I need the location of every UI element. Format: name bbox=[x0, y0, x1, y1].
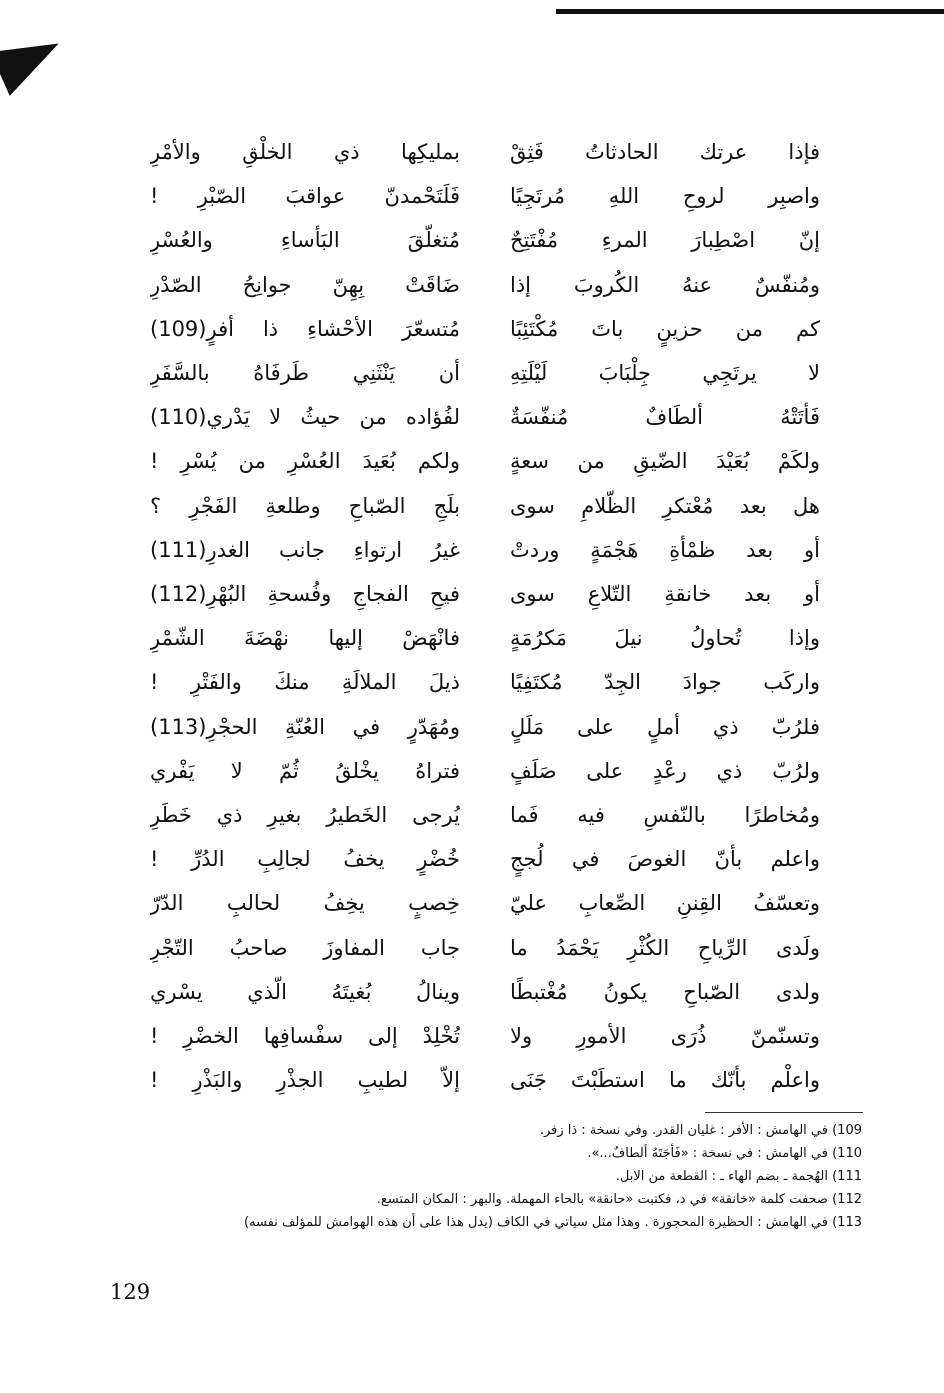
footnotes bbox=[120, 1119, 862, 1234]
verse-row bbox=[150, 749, 820, 793]
verse-row bbox=[150, 837, 820, 881]
verse-second-hemistich: بلَجِ الصّباحِ وطلعةِ الفَجْرِ ؟ bbox=[150, 493, 460, 518]
corner-mark bbox=[0, 25, 70, 96]
verse-second-hemistich: بمليكِها ذي الخلْقِ والأمْرِ bbox=[150, 140, 460, 164]
verse-row bbox=[150, 1014, 820, 1058]
verse-row bbox=[150, 616, 820, 660]
verse-first-hemistich: ومُنفّسٌ عنهُ الكُروبَ إذا bbox=[510, 272, 820, 297]
verse-row bbox=[150, 970, 820, 1014]
verse-second-hemistich: فيحِ الفجاجِ وفُسحةِ البُهْرِ(112) bbox=[150, 582, 460, 606]
top-rule bbox=[556, 9, 944, 14]
verse-row bbox=[150, 528, 820, 572]
verse-first-hemistich: لا يرتَجِي جِلْبَابَ لَيْلَتِهِ bbox=[510, 361, 820, 385]
verse-row bbox=[150, 1058, 820, 1102]
footnote-109: 109) في الهامش : الأفر : غليان القدر. وفي نسخة : ذا زفر. bbox=[539, 1123, 862, 1138]
verse-second-hemistich: مُتغلّقَ البَأساءِ والعُسْرِ bbox=[150, 228, 460, 253]
verse-first-hemistich: ولكَمْ بُعَيْدَ الضّيقِ من سعةٍ bbox=[510, 449, 820, 474]
verse-row bbox=[150, 130, 820, 174]
verse-second-hemistich: مُتسعّرَ الأحْشاءِ ذا أفرٍ(109) bbox=[150, 316, 460, 341]
verse-row bbox=[150, 660, 820, 704]
verse-row bbox=[150, 395, 820, 439]
verse-first-hemistich: وتسنّمنّ ذُرَى الأمورِ ولا bbox=[510, 1024, 820, 1048]
page-number: 129 bbox=[110, 1280, 151, 1304]
verse-first-hemistich: وتعسّفُ القِننِ الصِّعابِ عليّ bbox=[510, 891, 820, 916]
verse-row bbox=[150, 351, 820, 395]
verse-second-hemistich: جاب المفاوزَ صاحبُ التّجْرِ bbox=[150, 935, 460, 960]
verse-first-hemistich: ومُخاطرًا بالنّفسِ فيه فَما bbox=[510, 803, 820, 827]
verse-row bbox=[150, 218, 820, 262]
verse-second-hemistich: غيرُ ارتواءِ جانب الغدرِ(111) bbox=[150, 537, 460, 562]
footnote-111: 111) الهُجمة ـ بضم الهاء ـ : القطعة من الابل. bbox=[615, 1169, 862, 1184]
verse-second-hemistich: ولكم بُعَيدَ العُسْرِ من يُسْرِ ! bbox=[150, 449, 460, 474]
verse-first-hemistich: واعلْم بأنّك ما استطَبْتَ جَنَى bbox=[510, 1068, 820, 1093]
verse-row bbox=[150, 881, 820, 925]
verse-row bbox=[150, 484, 820, 528]
verse-first-hemistich: وإذا تُحاولُ نيلَ مَكرُمَةٍ bbox=[510, 626, 820, 651]
verse-first-hemistich: واصبِر لروحِ اللهِ مُرتَجِيًا bbox=[510, 184, 820, 209]
footnote-112: 112) صحفت كلمة «خانقة» في د، فكتبت «حانقة» بالحاء المهملة. والبهر : المكان المتسع. bbox=[376, 1192, 862, 1207]
verse-first-hemistich: أو بعد ظمْأةِ هَجْمَةٍ وردتْ bbox=[510, 537, 820, 562]
verse-second-hemistich: وينالُ بُغيتَهُ الّذي يسْري bbox=[150, 979, 460, 1004]
verse-second-hemistich: تُخْلِدْ إلى سفْسافِها الخضْرِ ! bbox=[150, 1024, 460, 1048]
verse-first-hemistich: ولرُبّ ذي رعْدٍ على صَلَفٍ bbox=[510, 758, 820, 783]
verse-row bbox=[150, 307, 820, 351]
verse-second-hemistich: خِصبٍ يخِفُ لحالبِ الدّرّ bbox=[150, 891, 460, 916]
verse-second-hemistich: خُضْرٍ يخفُ لجالِبِ الدُرِّ ! bbox=[150, 847, 460, 872]
verse-second-hemistich: لفُؤاده من حيثُ لا يَدْري(110) bbox=[150, 405, 460, 430]
footnote-separator bbox=[705, 1112, 863, 1113]
verse-row bbox=[150, 439, 820, 483]
verse-second-hemistich: ذيلَ الملالَةِ منكَ والفَتْرِ ! bbox=[150, 670, 460, 695]
verse-second-hemistich: إلاّ لطيبِ الجذْرِ والبَذْرِ ! bbox=[150, 1068, 460, 1093]
verse-first-hemistich: ولدى الصّباحِ يكونُ مُغْتبطًا bbox=[510, 979, 820, 1004]
poem-body bbox=[150, 130, 820, 1110]
verse-row bbox=[150, 926, 820, 970]
verse-second-hemistich: فَلَتَحْمدنّ عواقبَ الصّبْرِ ! bbox=[150, 184, 460, 209]
verse-first-hemistich: إنّ اصْطِبارَ المرءِ مُفْتَتِحٌ bbox=[510, 228, 820, 253]
verse-first-hemistich: ولَدى الرِّياحِ الكُثْرِ يَحْمَدُ ما bbox=[510, 935, 820, 960]
verse-second-hemistich: فتراهُ يخْلقُ ثُمّ لا يَفْري bbox=[150, 758, 460, 783]
verse-row bbox=[150, 572, 820, 616]
verse-row bbox=[150, 263, 820, 307]
verse-row bbox=[150, 174, 820, 218]
verse-first-hemistich: أو بعد خانقةِ التّلاعِ سوى bbox=[510, 582, 820, 606]
verse-row bbox=[150, 793, 820, 837]
verse-second-hemistich: فانْهَضْ إليها نهْضَةَ الشّمْرِ bbox=[150, 626, 460, 651]
verse-first-hemistich: كم من حزينٍ باتَ مُكْتَئِبًا bbox=[510, 316, 820, 341]
verse-second-hemistich: ومُهَدّرٍ في العُنّةِ الحجْرِ(113) bbox=[150, 714, 460, 739]
footnote-113: 113) في الهامش : الحظيرة المحجورة . وهذا مثل سياتي في الكاف (يدل هذا على أن هذه الهوامش للمؤلف نفسه) bbox=[244, 1215, 862, 1230]
footnote-110: 110) في الهامش : في نسخة : «فَأجَتَهُ ألطافٌ...». bbox=[587, 1146, 862, 1161]
verse-first-hemistich: فإذا عرتك الحادثاتُ فَثِقْ bbox=[510, 140, 820, 164]
verse-first-hemistich: واعلم بأنّ الغوصَ في لُججٍ bbox=[510, 847, 820, 872]
verse-row bbox=[150, 705, 820, 749]
verse-second-hemistich: أن يَنْثَنِي طَرفَاهُ بالسَّفَرِ bbox=[150, 361, 460, 385]
verse-second-hemistich: ضَاقَتْ بِهِنّ جوانِحُ الصّدْرِ bbox=[150, 272, 460, 297]
verse-first-hemistich: فَأتَتْهُ ألطَافٌ مُنفّسَةٌ bbox=[510, 405, 820, 430]
verse-first-hemistich: هل بعد مُعْتكرِ الظّلامِ سوى bbox=[510, 493, 820, 518]
verse-first-hemistich: فلرُبّ ذي أملٍ على مَلَلٍ bbox=[510, 714, 820, 739]
verse-first-hemistich: واركَب جوادَ الجِدّ مُكتَفِيًا bbox=[510, 670, 820, 695]
verse-second-hemistich: يُرجى الخَطيرُ بغيرِ ذي خَطَرِ bbox=[150, 803, 460, 827]
